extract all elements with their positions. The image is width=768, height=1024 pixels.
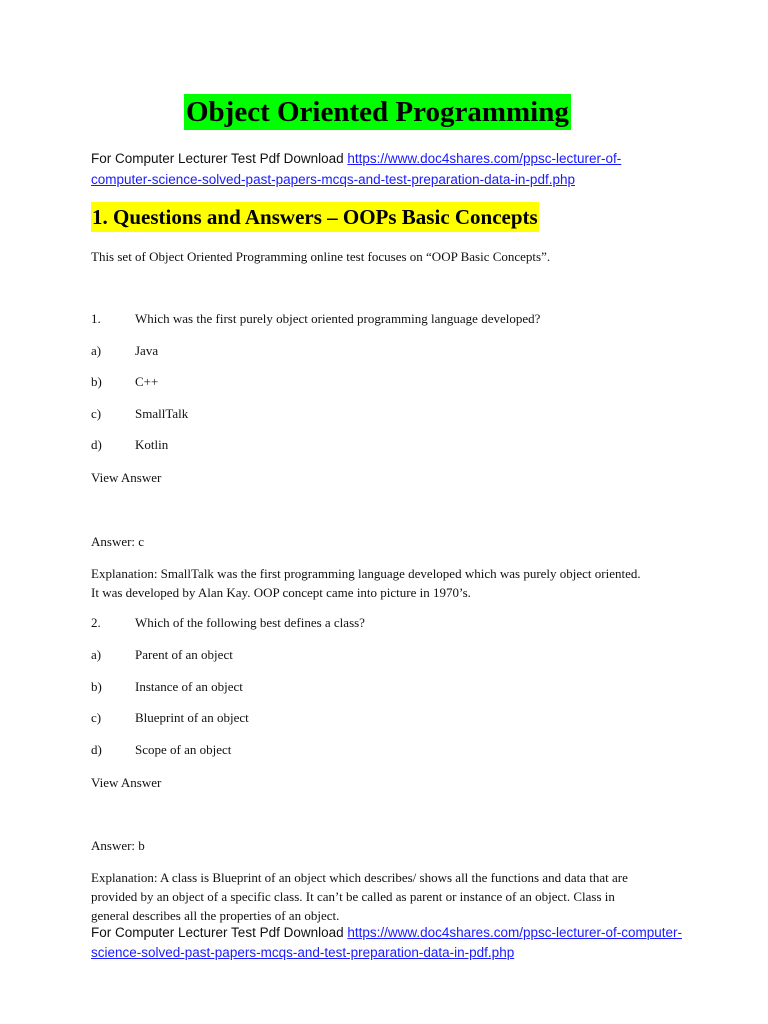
explanation-line: Explanation: A class is Blueprint of an object which describes/ shows all the functions and data that are	[91, 870, 628, 885]
download-link-part-1[interactable]: https://www.doc4shares.com/ppsc-lecturer-of-	[347, 151, 622, 166]
option-a[interactable]	[0, 645, 768, 665]
download-intro-line-2	[91, 169, 575, 191]
question-number: 1.	[91, 311, 101, 326]
option-text: Blueprint of an object	[135, 710, 249, 725]
option-label: b)	[91, 374, 102, 389]
download-link-part-2[interactable]: science-solved-past-papers-mcqs-and-test-preparation-data-in-pdf.php	[91, 945, 515, 960]
option-b[interactable]	[0, 372, 768, 392]
option-label: a)	[91, 343, 102, 358]
download-intro-line-1	[91, 148, 621, 170]
option-label: d)	[91, 437, 102, 452]
option-text: Scope of an object	[135, 742, 232, 757]
section-heading: 1. Questions and Answers – OOPs Basic Concepts	[91, 202, 539, 232]
option-label: d)	[91, 742, 102, 757]
view-answer-link[interactable]: View Answer	[91, 775, 162, 790]
explanation-line: Explanation: SmallTalk was the first programming language developed which was purely object oriented.	[91, 566, 641, 581]
option-text: Java	[135, 343, 159, 358]
option-b[interactable]	[0, 677, 768, 697]
question-number: 2.	[91, 615, 101, 630]
option-text: Kotlin	[135, 437, 169, 452]
document-title: Object Oriented Programming	[186, 96, 569, 128]
explanation-line: general describes all the properties of an object.	[91, 908, 340, 923]
answer-text: Answer: c	[91, 534, 145, 549]
option-text: Parent of an object	[135, 647, 233, 662]
download-link-part-2[interactable]: computer-science-solved-past-papers-mcqs-and-test-preparation-data-in-pdf.php	[91, 172, 575, 187]
option-text: Instance of an object	[135, 679, 243, 694]
download-link-part-1[interactable]: https://www.doc4shares.com/ppsc-lecturer-of-computer-	[347, 925, 682, 940]
option-c[interactable]	[0, 404, 768, 424]
option-d[interactable]	[0, 740, 768, 760]
download-footer-line-2	[91, 943, 514, 963]
download-footer-line-1	[91, 923, 682, 943]
option-d[interactable]	[0, 435, 768, 455]
explanation-line: It was developed by Alan Kay. OOP concept came into picture in 1970’s.	[91, 585, 471, 600]
option-c[interactable]	[0, 708, 768, 728]
answer-text: Answer: b	[91, 838, 145, 853]
view-answer-link[interactable]: View Answer	[91, 470, 162, 485]
option-text: SmallTalk	[135, 406, 189, 421]
section-intro: This set of Object Oriented Programming online test focuses on “OOP Basic Concepts”.	[91, 249, 551, 264]
download-footer-text: For Computer Lecturer Test Pdf Download	[91, 925, 348, 940]
explanation-line: provided by an object of a specific class. It can’t be called as parent or instance of an object. Class in	[91, 889, 615, 904]
question-2	[0, 613, 768, 633]
download-intro-text: For Computer Lecturer Test Pdf Download	[91, 151, 348, 166]
question-1	[0, 309, 768, 329]
question-text: Which of the following best defines a class?	[135, 615, 365, 630]
option-label: b)	[91, 679, 102, 694]
option-a[interactable]	[0, 341, 768, 361]
question-text: Which was the first purely object oriented programming language developed?	[135, 311, 541, 326]
option-label: c)	[91, 406, 102, 421]
option-label: a)	[91, 647, 102, 662]
option-label: c)	[91, 710, 102, 725]
option-text: C++	[135, 374, 159, 389]
